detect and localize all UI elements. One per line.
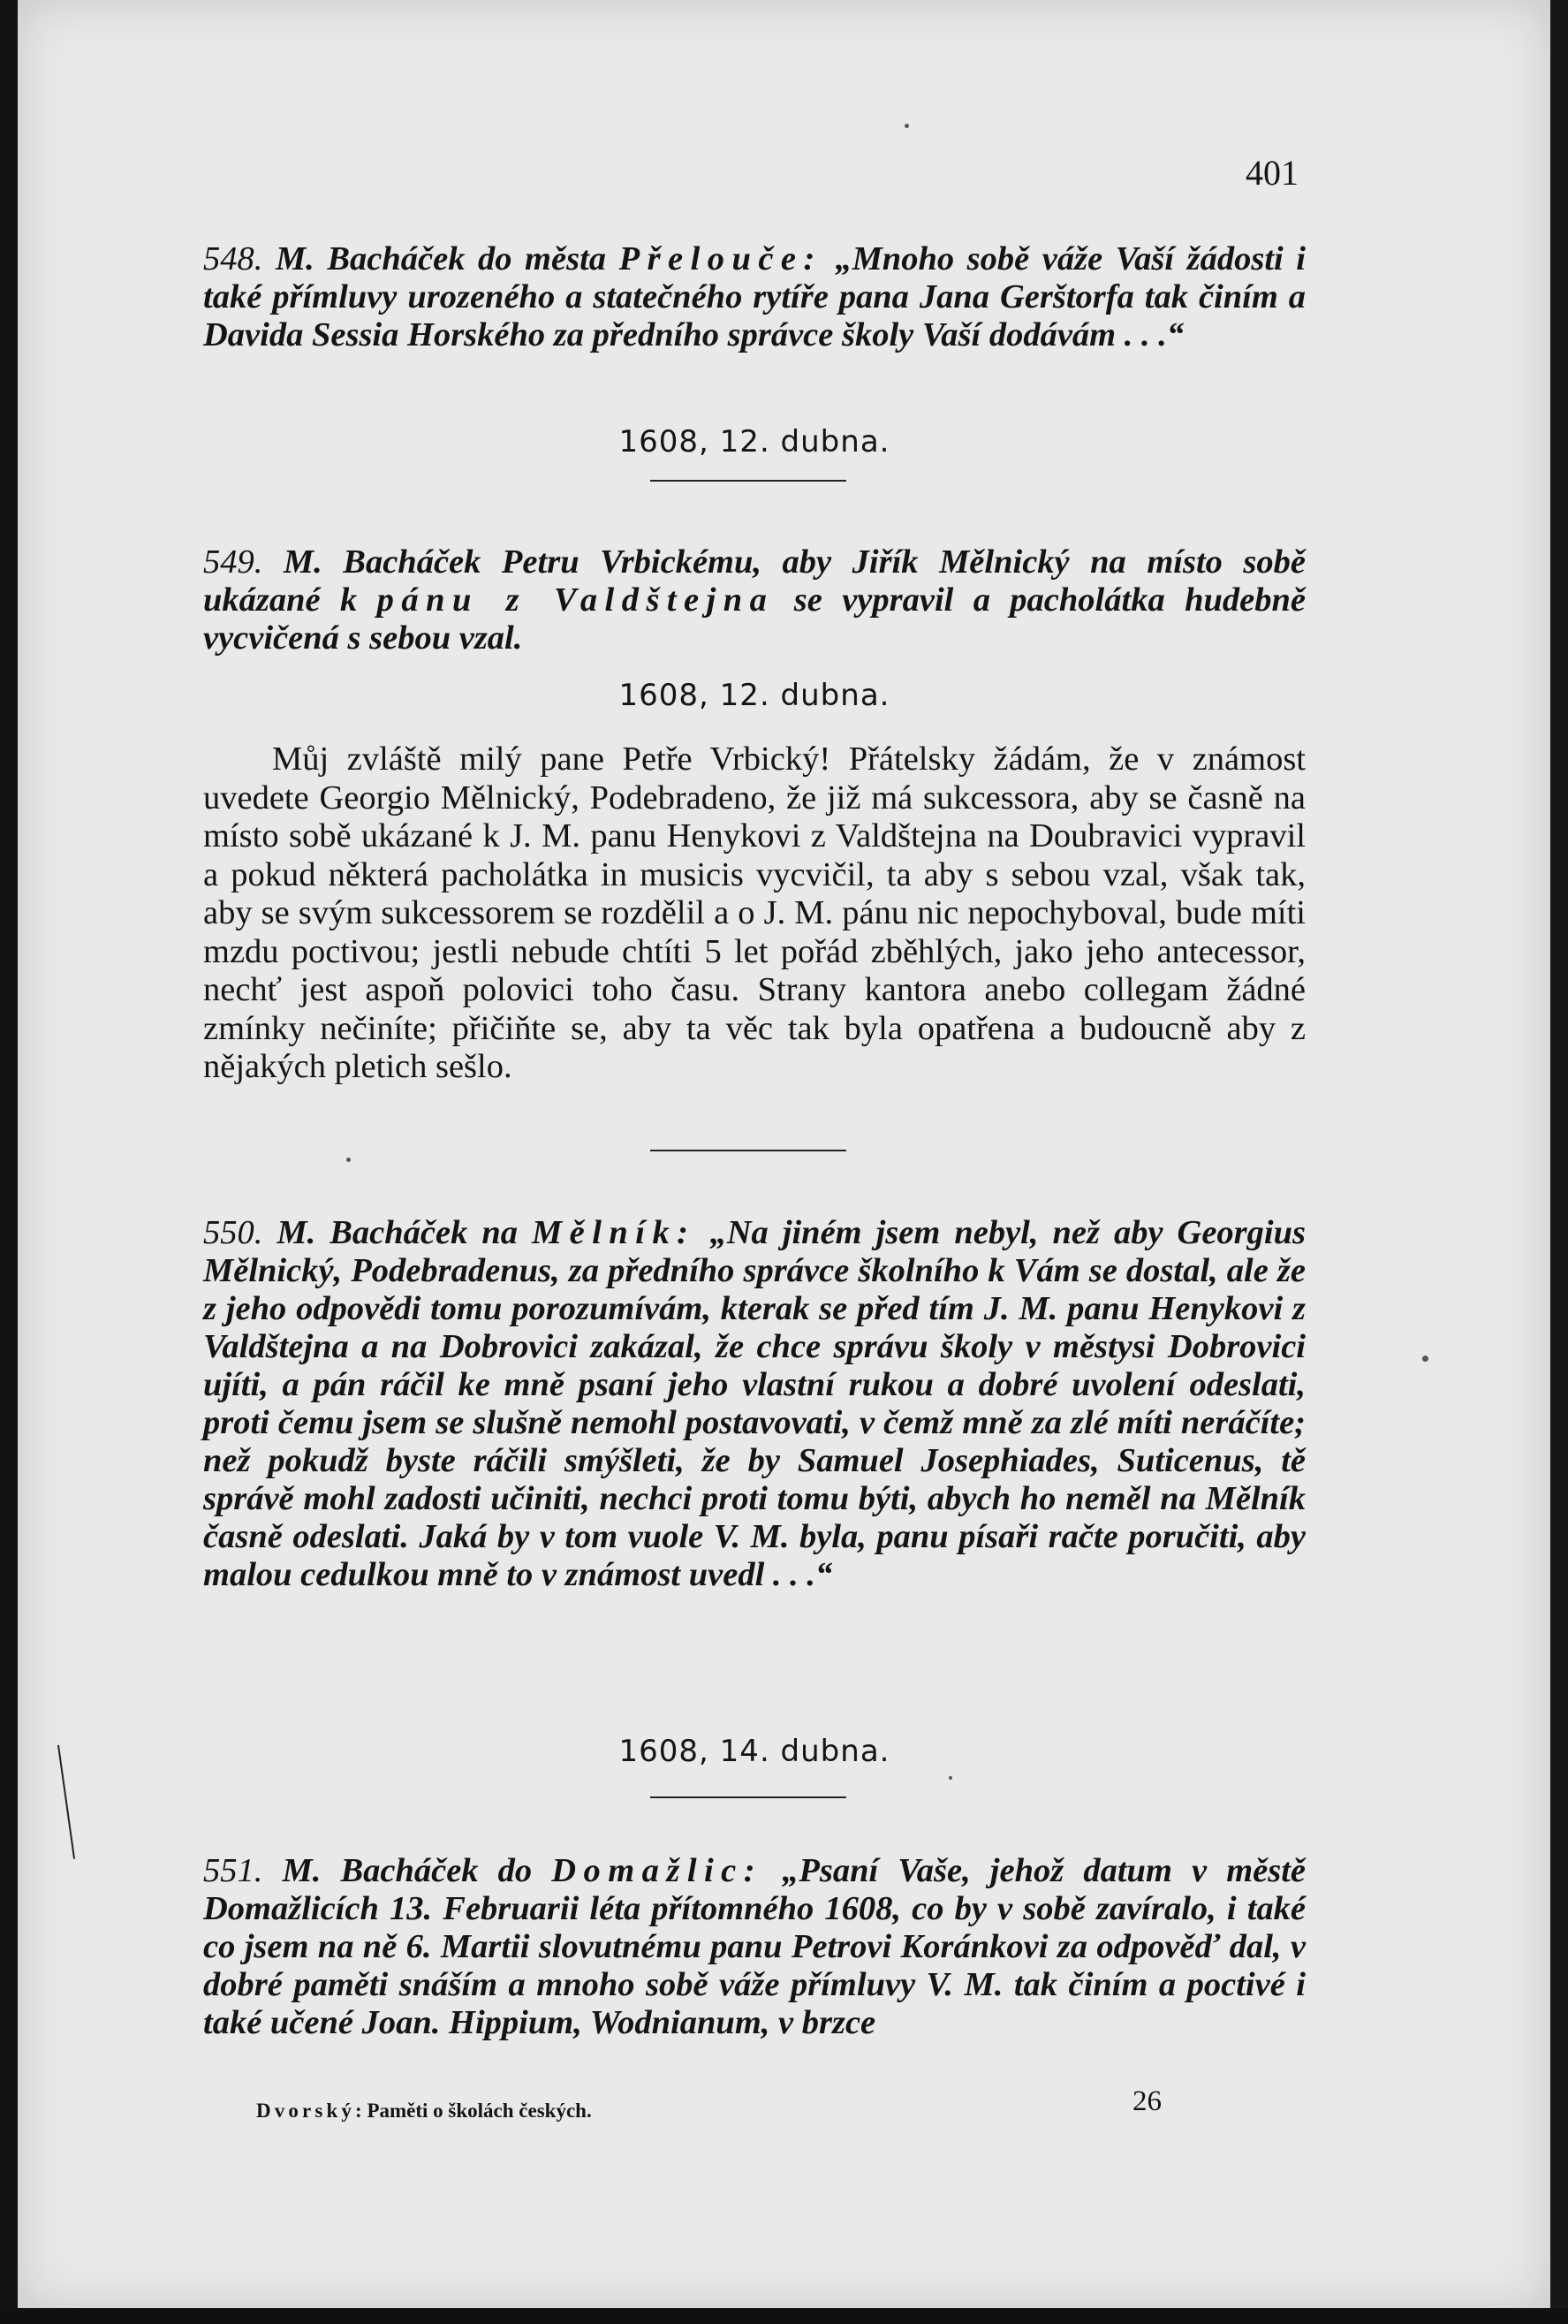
document-page — [18, 0, 1550, 2311]
divider-rule — [650, 1150, 846, 1151]
entry-heading — [203, 1214, 1306, 1594]
entry-text: „Psaní Vaše, jehož datum v městě Domažlicích 13. Februarii léta přítomného 1608, co by v sobě zavíralo, i také co jsem na ně 6. Martii slovutnému panu Petrovi Koránkovi za odpověď dal, v dobré paměti snáším a mnoho sobě váže přímluvy V. M. tak činím a poctivé i také učené Joan. Hippium, Wodnianum, v brzce — [203, 1852, 1306, 2041]
entry-number: 548. — [203, 240, 263, 277]
signature-mark: 26 — [1132, 2085, 1162, 2117]
scan-speck — [1422, 1356, 1428, 1362]
footer-author: Dvorský — [256, 2100, 356, 2122]
entry-text: „Na jiném jsem nebyl, než aby Georgius Mělnický, Podebradenus, za předního správce školního k Vám se dostal, ale že z jeho odpovědi tomu porozumívám, kterak se před tím J. M. panu Henykovi z Valdštejna a na Dobrovici zakázal, že chce správu školy v městysi Dobrovici ujíti, a pán ráčil ke mně psaní jeho vlastní rukou a dobré uvolení odeslati, proti čemu jsem se slušně nemohl postavovati, v čemž mně za zlé míti neráčíte; než pokudž byste ráčili smýšleti, že by Samuel Josephiades, Suticenus, tě správě mohl zadosti učiniti, nechci proti tomu býti, abych ho neměl na Mělník časně odeslati. Jaká by v tom vuole V. M. byla, panu písaři račte poručiti, aby malou cedulkou mně to v známost uvedl . . .“ — [203, 1214, 1306, 1593]
entry-place: pánu z Valdštejna — [376, 581, 775, 619]
scan-border-right — [1550, 0, 1568, 2324]
entry-date: 1608, 12. dubna. — [618, 424, 890, 459]
entry-550 — [203, 1214, 1306, 1769]
entry-number: 549. — [203, 543, 263, 581]
entry-prefix: M. Bacháček Petru Vrbickému, aby Jiřík Mělnický na místo sobě ukázané k — [203, 543, 1307, 619]
scan-speck — [949, 1776, 952, 1780]
entry-heading — [203, 240, 1306, 354]
scan-speck — [346, 1158, 351, 1162]
entry-prefix: M. Bacháček do města — [275, 240, 619, 277]
entry-prefix: M. Bacháček do — [282, 1852, 552, 1889]
divider-rule — [650, 480, 846, 482]
scan-speck — [905, 124, 909, 128]
scan-scratch — [57, 1745, 75, 1859]
entry-heading — [203, 1852, 1306, 2042]
entry-place: Přelouče: — [618, 240, 822, 277]
entry-prefix: M. Bacháček na — [276, 1214, 532, 1251]
entry-place: Domažlic: — [551, 1852, 763, 1889]
entry-heading — [203, 543, 1306, 657]
entry-551 — [203, 1852, 1306, 2042]
entry-place: Mělník: — [531, 1214, 696, 1251]
entry-date: 1608, 14. dubna. — [618, 1734, 890, 1769]
entry-548 — [203, 240, 1307, 459]
scan-border-left — [0, 0, 18, 2324]
entry-date: 1608, 12. dubna. — [618, 678, 890, 713]
page-number: 401 — [1246, 153, 1299, 193]
divider-rule — [650, 1796, 846, 1798]
footer-title: : Paměti o školách českých. — [355, 2100, 592, 2122]
scan-border-bottom — [0, 2308, 1568, 2324]
entry-549 — [203, 543, 1307, 713]
entry-text: „Mnoho sobě váže Vaší žádosti i také přímluvy urozeného a statečného rytíře pana Jana Gerštorfa tak činím a Davida Sessia Horského za předního správce školy Vaší dodávám . . .“ — [203, 240, 1307, 353]
entry-number: 551. — [203, 1852, 263, 1889]
entry-text: se vypravil a pacholátka hudebně vycvičená s sebou vzal. — [203, 581, 1306, 657]
footer-citation — [256, 2100, 592, 2123]
letter-body: Můj zvláště milý pane Petře Vrbický! Přátelsky žádám, že v známost uvedete Georgio Mělnický, Podebradeno, že již má sukcessora, aby se časně na místo sobě ukázané k J. M. panu Henykovi z Valdštejna na Doubravici vypravil a pokud některá pacholátka in musicis vycvičil, ta aby s sebou vzal, však tak, aby se svým sukcessorem se rozdělil a o J. M. pánu nic nepochyboval, bude míti mzdu poctivou; jestli nebude chtíti 5 let pořád zběhlých, jako jeho antecessor, nechť jest aspoň polovici toho času. Strany kantora anebo collegam žádné zmínky nečiníte; přičiňte se, aby ta věc tak byla opatřena a budoucně aby z nějakých pletich sešlo. — [203, 740, 1306, 1085]
entry-number: 550. — [203, 1214, 263, 1251]
